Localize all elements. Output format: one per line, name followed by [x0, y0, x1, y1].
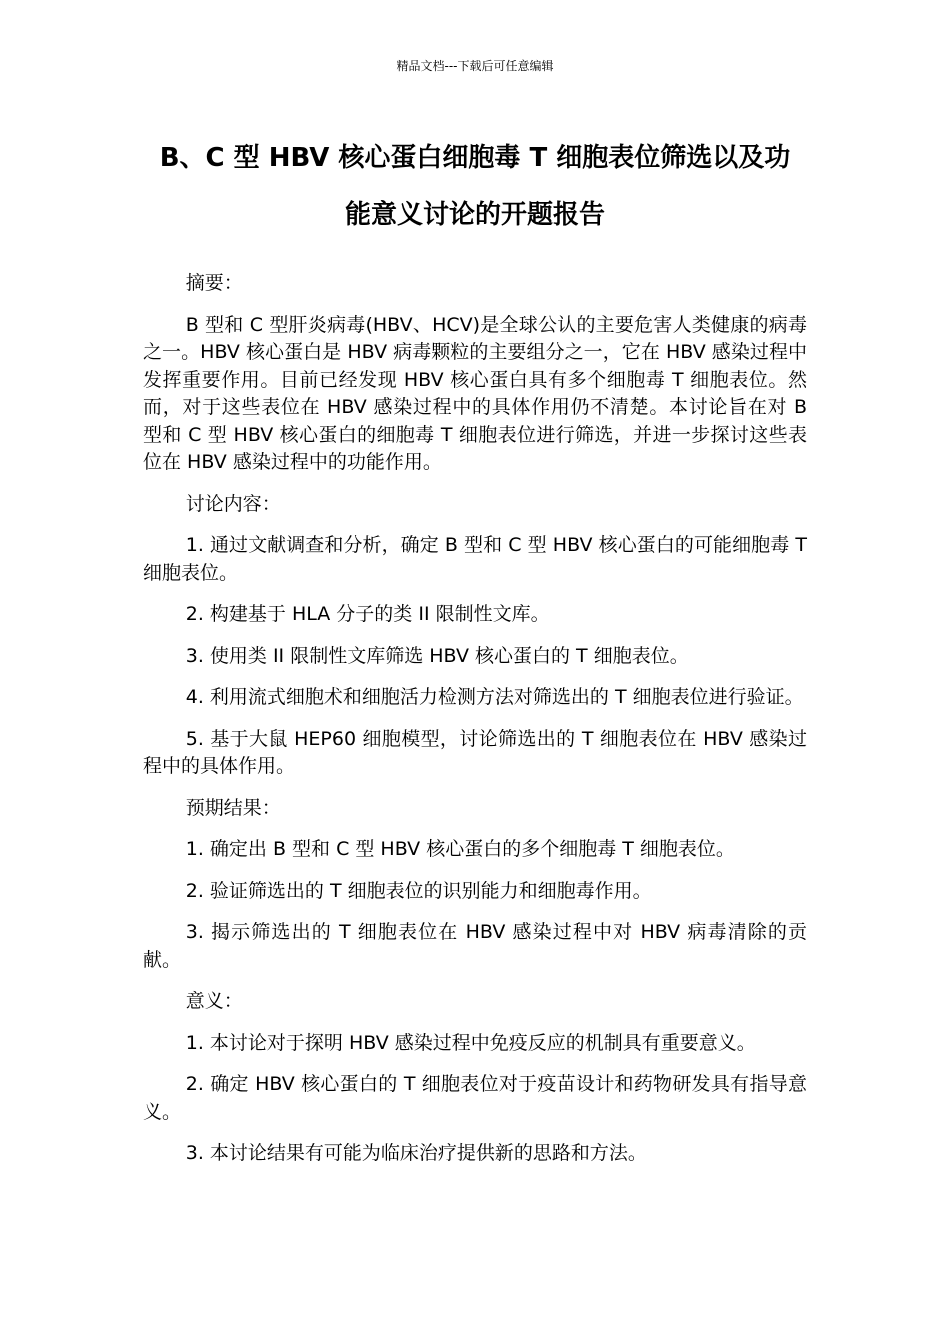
significance-item: 1. 本讨论对于探明 HBV 感染过程中免疫反应的机制具有重要意义。	[185, 1031, 756, 1054]
research-content-item: 1. 通过文献调查和分析，确定 B 型和 C 型 HBV 核心蛋白的可能细胞毒 T 细胞表位。	[143, 534, 807, 584]
research-content-item: 2. 构建基于 HLA 分子的类 II 限制性文库。	[185, 603, 550, 625]
document-title	[143, 130, 807, 244]
significance-item: 3. 本讨论结果有可能为临床治疗提供新的思路和方法。	[185, 1142, 647, 1164]
document-title-line-2: 能意义讨论的开题报告	[344, 200, 605, 230]
expected-results-heading: 预期结果：	[185, 796, 281, 819]
significance-heading: 意义：	[185, 990, 243, 1012]
abstract-paragraph: B 型和 C 型肝炎病毒(HBV、HCV)是全球公认的主要危害人类健康的病毒之一。HBV 核心蛋白是 HBV 病毒颗粒的主要组分之一，它在 HBV 感染过程中发挥重要作用。目前已经发现 HBV 核心蛋白具有多个细胞毒 T 细胞表位。然而，对于这些表位在 HBV 感染过程中的具体作用仍不清楚。本讨论旨在对 B 型和 C 型 HBV 核心蛋白的细胞毒 T 细胞表位进行筛选，并进一步探讨这些表位在 HBV 感染过程中的功能作用。	[143, 313, 807, 473]
page-header: 精品文档---下载后可任意编辑	[396, 59, 554, 73]
expected-results-item: 1. 确定出 B 型和 C 型 HBV 核心蛋白的多个细胞毒 T 细胞表位。	[185, 838, 735, 860]
abstract-heading: 摘要：	[185, 272, 243, 294]
research-content-heading: 讨论内容：	[185, 492, 281, 515]
expected-results-item: 2. 验证筛选出的 T 细胞表位的识别能力和细胞毒作用。	[185, 879, 652, 902]
expected-results-item: 3. 揭示筛选出的 T 细胞表位在 HBV 感染过程中对 HBV 病毒清除的贡献。	[143, 921, 807, 971]
document-body	[143, 270, 807, 1182]
document-title-line-1: B、C 型 HBV 核心蛋白细胞毒 T 细胞表位筛选以及功	[159, 143, 791, 173]
research-content-item: 4. 利用流式细胞术和细胞活力检测方法对筛选出的 T 细胞表位进行验证。	[185, 686, 804, 708]
research-content-item: 5. 基于大鼠 HEP60 细胞模型，讨论筛选出的 T 细胞表位在 HBV 感染过程中的具体作用。	[143, 727, 807, 777]
significance-item: 2. 确定 HBV 核心蛋白的 T 细胞表位对于疫苗设计和药物研发具有指导意义。	[143, 1073, 807, 1123]
research-content-item: 3. 使用类 II 限制性文库筛选 HBV 核心蛋白的 T 细胞表位。	[185, 644, 689, 667]
